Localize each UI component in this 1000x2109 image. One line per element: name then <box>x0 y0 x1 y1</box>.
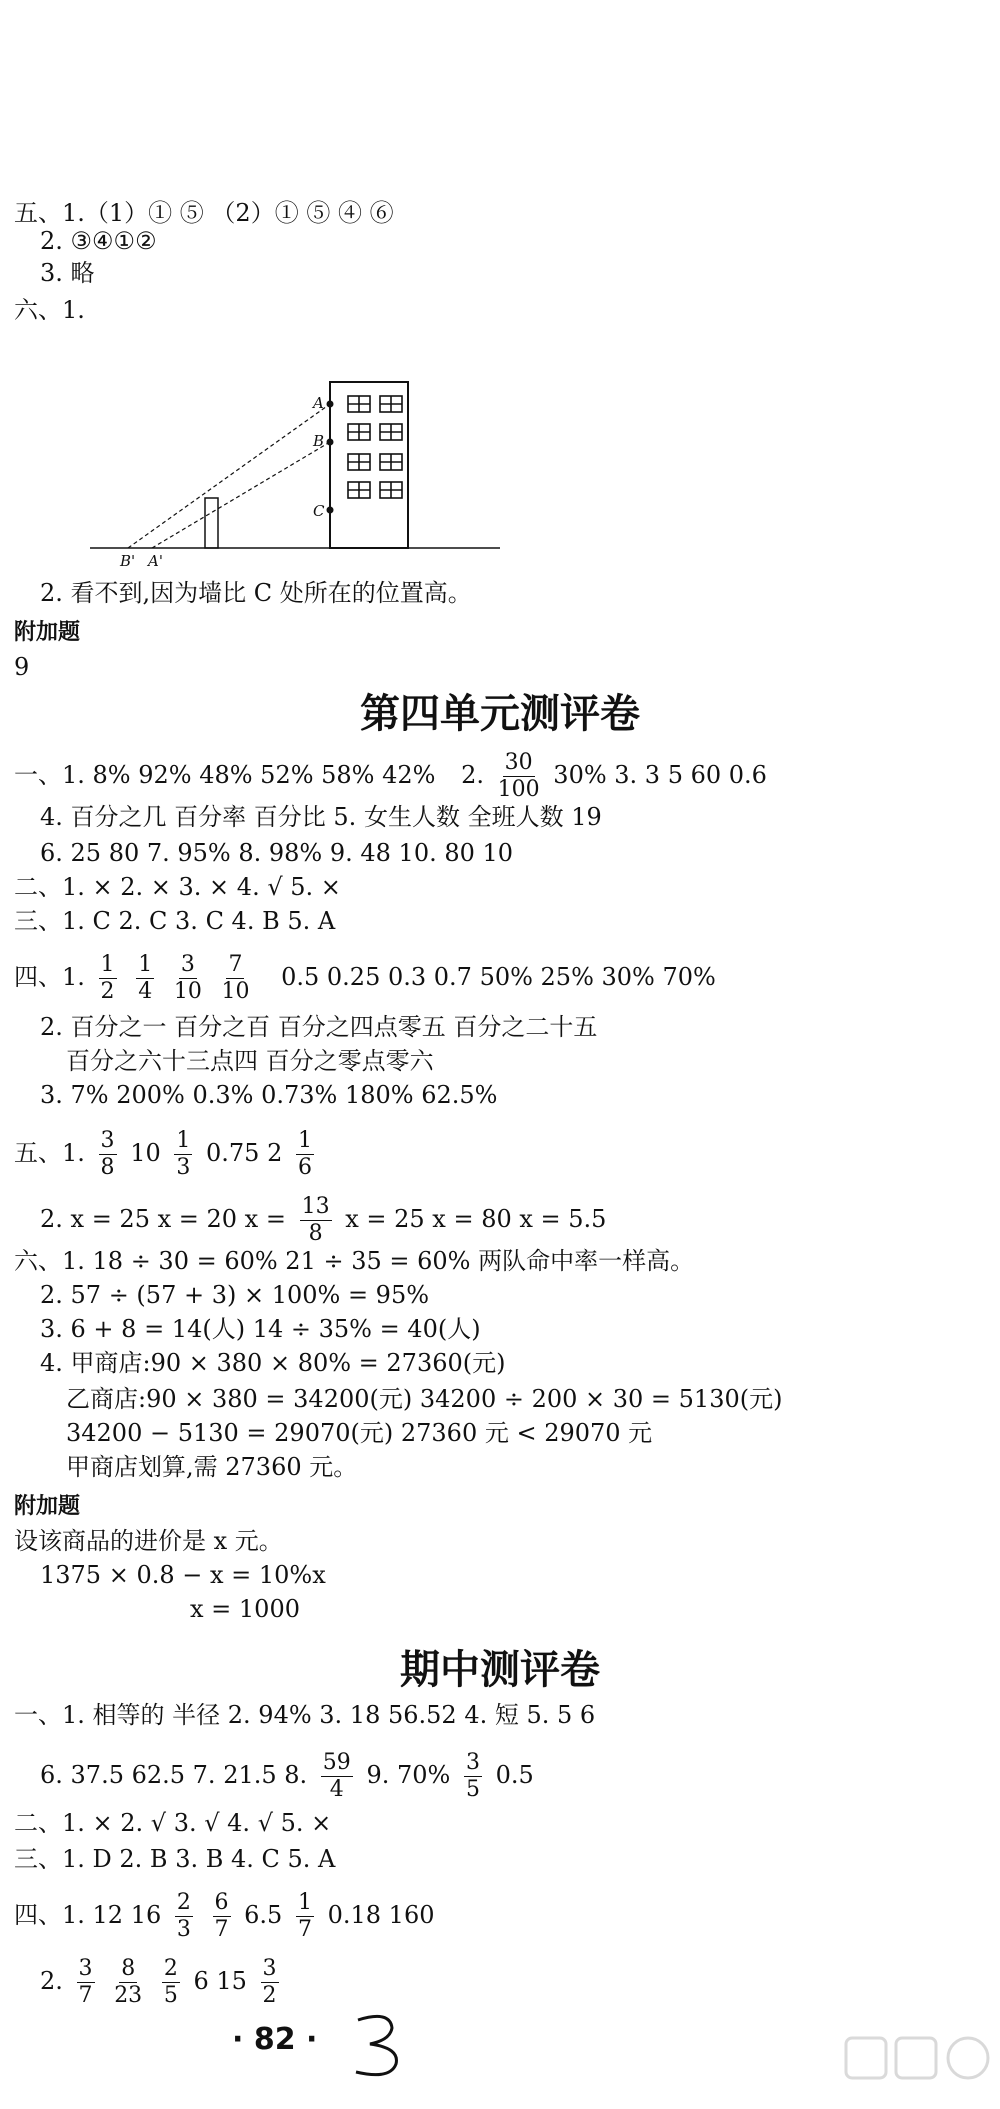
midterm-title: 期中测评卷 <box>400 1647 600 1693</box>
unit4-line-3: 6. 25 80 7. 95% 8. 98% 9. 48 10. 80 10 <box>40 839 514 867</box>
midterm-line-4: 三、1. D 2. B 3. B 4. C 5. A <box>14 1845 336 1873</box>
midterm-line-5: 四、1. 12 16 $\frac{2}{3}$ $\frac{6}{7}$ 6.5 $\frac{1}{7}$ 0.18 160 <box>14 1890 435 1942</box>
unit4-title: 第四单元测评卷 <box>360 691 640 737</box>
s5-line-3: 3. 略 <box>40 259 95 287</box>
midterm-line-1: 一、1. 相等的 半径 2. 94% 3. 18 56.52 4. 短 5. 5 6 <box>14 1701 596 1729</box>
fraction: $\frac{30}{100}$ <box>497 750 540 802</box>
watermark-logo <box>840 2030 1000 2109</box>
extra-heading-2: 附加题 <box>14 1494 81 1519</box>
extra-line-2: 1375 × 0.8 − x = 10%x <box>40 1561 326 1589</box>
midterm-line-6: 2. $\frac{3}{7}$ $\frac{8}{23}$ $\frac{2}{5}$ 6 15 $\frac{3}{2}$ <box>40 1956 277 2008</box>
s5-line-1: 五、1.（1）① ⑤ （2）① ⑤ ④ ⑥ <box>14 199 394 227</box>
handwritten-mark <box>350 2010 410 2080</box>
extra-answer-1: 9 <box>14 653 30 681</box>
unit4-line-15: 4. 甲商店:90 × 380 × 80% = 27360(元) <box>40 1349 506 1377</box>
s6-line-2: 2. 看不到,因为墙比 C 处所在的位置高。 <box>40 579 472 607</box>
label-c: C <box>313 502 325 520</box>
unit4-line-1: 一、1. 8% 92% 48% 52% 58% 42% 2. $\frac{30}{100}$ 30% 3. 3 5 60 0.6 <box>14 750 767 802</box>
label-b: B <box>313 432 325 450</box>
unit4-line-9: 3. 7% 200% 0.3% 0.73% 180% 62.5% <box>40 1081 498 1109</box>
label-a-prime: A' <box>148 552 163 568</box>
unit4-line-8: 百分之六十三点四 百分之零点零六 <box>66 1047 434 1075</box>
unit4-line-6: 四、1. $\frac{1}{2}$ $\frac{1}{4}$ $\frac{3}{10}$ $\frac{7}{10}$ 0.5 0.25 0.3 0.7 50% 25% 30% 70% <box>14 952 716 1004</box>
unit4-line-2: 4. 百分之几 百分率 百分比 5. 女生人数 全班人数 19 <box>40 803 602 831</box>
unit4-line-10: 五、1. $\frac{3}{8}$ 10 $\frac{1}{3}$ 0.75 2 $\frac{1}{6}$ <box>14 1128 312 1180</box>
extra-line-3: x = 1000 <box>190 1595 300 1623</box>
midterm-line-2: 6. 37.5 62.5 7. 21.5 8. $\frac{59}{4}$ 9. 70% $\frac{3}{5}$ 0.5 <box>40 1750 534 1802</box>
unit4-line-14: 3. 6 + 8 = 14(人) 14 ÷ 35% = 40(人) <box>40 1315 481 1343</box>
unit4-line-7: 2. 百分之一 百分之百 百分之四点零五 百分之二十五 <box>40 1013 598 1041</box>
unit4-line-11: 2. x = 25 x = 20 x = $\frac{13}{8}$ x = 25 x = 80 x = 5.5 <box>40 1194 607 1246</box>
label-a: A <box>313 394 324 412</box>
unit4-line-4: 二、1. × 2. × 3. × 4. √ 5. × <box>14 873 341 901</box>
extra-heading-1: 附加题 <box>14 620 81 645</box>
s6-line-1: 六、1. <box>14 296 85 324</box>
extra-line-1: 设该商品的进价是 x 元。 <box>14 1527 283 1555</box>
unit4-line-16: 乙商店:90 × 380 = 34200(元) 34200 ÷ 200 × 30 = 5130(元) <box>66 1385 783 1413</box>
unit4-line-5: 三、1. C 2. C 3. C 4. B 5. A <box>14 907 336 935</box>
building-sightline-figure <box>90 378 510 568</box>
page-number: · 82 · <box>232 2022 318 2057</box>
unit4-line-18: 甲商店划算,需 27360 元。 <box>66 1453 358 1481</box>
s5-line-2: 2. ③④①② <box>40 227 157 255</box>
unit4-line-12: 六、1. 18 ÷ 30 = 60% 21 ÷ 35 = 60% 两队命中率一样高。 <box>14 1247 695 1275</box>
unit4-line-17: 34200 − 5130 = 29070(元) 27360 元 < 29070 元 <box>66 1419 653 1447</box>
label-b-prime: B' <box>120 552 136 568</box>
midterm-line-3: 二、1. × 2. √ 3. √ 4. √ 5. × <box>14 1809 332 1837</box>
unit4-line-13: 2. 57 ÷ (57 + 3) × 100% = 95% <box>40 1281 430 1309</box>
